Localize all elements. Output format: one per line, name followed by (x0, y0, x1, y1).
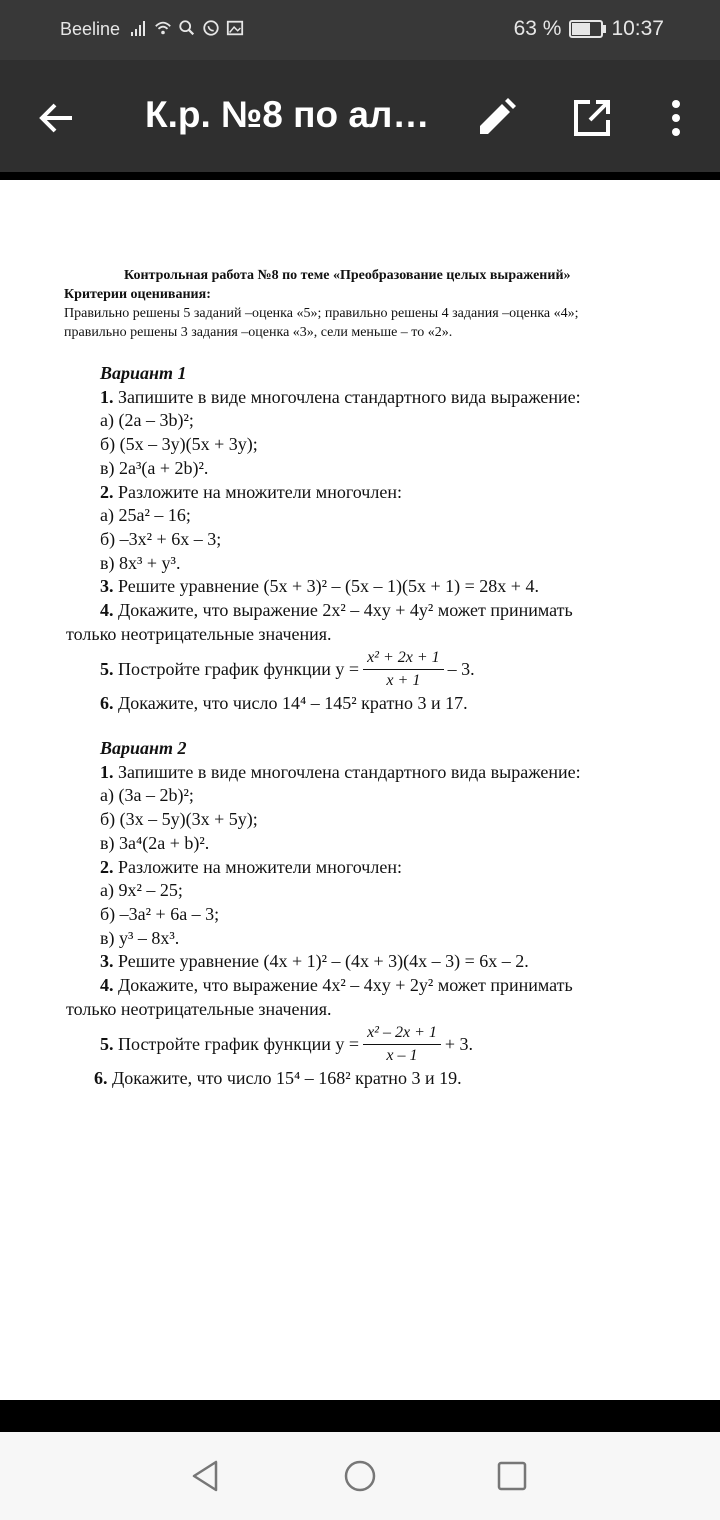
task-1 (66, 386, 706, 410)
task-number: 2. (100, 856, 114, 877)
task-3 (66, 950, 706, 974)
task-4 (66, 599, 706, 623)
task-4 (66, 974, 706, 998)
search-icon (178, 18, 196, 38)
task-2 (66, 481, 706, 505)
task-number: 3. (100, 951, 114, 972)
nav-back-icon[interactable] (186, 1456, 226, 1496)
more-options-icon[interactable] (656, 96, 696, 140)
document-title: К.р. №8 по ал… (145, 94, 430, 135)
task-1b: б) (5x – 3y)(5x + 3y); (100, 434, 258, 455)
task-number: 1. (100, 386, 114, 407)
task-text: Докажите, что выражение 4x² – 4xy + 2y² может принимать (118, 975, 573, 996)
fraction (363, 1024, 441, 1065)
status-icons (130, 18, 244, 38)
task-1c: в) 2a³(a + 2b)². (100, 457, 209, 478)
fraction-numerator: x² + 2x + 1 (363, 649, 444, 670)
task-tail: – 3. (447, 658, 475, 679)
task-2a: а) 9x² – 25; (100, 880, 183, 901)
task-4-continuation: только неотрицательные значения. (66, 623, 332, 644)
task-text: Запишите в виде многочлена стандартного вида выражение: (118, 386, 581, 407)
variant-title: Вариант 2 (100, 738, 187, 758)
battery-level (572, 23, 590, 35)
nav-recent-apps-icon[interactable] (492, 1456, 532, 1496)
task-2c: в) 8x³ + y³. (100, 552, 181, 573)
task-number: 5. (100, 658, 114, 679)
image-notification-icon (226, 18, 244, 38)
task-text: Докажите, что число 14⁴ – 145² кратно 3 и 17. (118, 693, 468, 714)
fraction-numerator: x² – 2x + 1 (363, 1024, 441, 1045)
status-right (514, 17, 664, 41)
task-number: 6. (100, 693, 114, 714)
wifi-icon (154, 18, 172, 38)
app-bar (0, 60, 720, 172)
task-1c: в) 3a⁴(2a + b)². (100, 832, 210, 853)
task-1a: а) (3a – 2b)²; (100, 785, 194, 806)
document-heading: Контрольная работа №8 по теме «Преобразование целых выражений» (124, 268, 571, 283)
criteria-label: Критерии оценивания: (64, 287, 211, 302)
nav-home-icon[interactable] (340, 1456, 380, 1496)
status-bar (0, 0, 720, 60)
open-external-icon[interactable] (570, 96, 614, 140)
task-6 (66, 692, 706, 716)
document-page[interactable] (0, 180, 720, 1400)
task-2a: а) 25a² – 16; (100, 505, 191, 526)
fraction-denominator: x – 1 (386, 1046, 418, 1064)
task-text: Разложите на множители многочлен: (118, 856, 402, 877)
battery-percent: 63 % (513, 17, 562, 40)
task-4-continuation: только неотрицательные значения. (66, 998, 332, 1019)
carrier-name: Beeline (60, 19, 121, 39)
criteria-line-2: правильно решены 3 задания –оценка «3», сели меньше – то «2». (64, 325, 453, 340)
fraction (363, 649, 444, 690)
document-header (64, 266, 704, 342)
task-2 (66, 856, 706, 880)
fraction-denominator: x + 1 (386, 671, 421, 689)
edit-pencil-icon[interactable] (474, 96, 518, 140)
navigation-bar (0, 1432, 720, 1520)
task-5 (66, 1021, 706, 1067)
task-text: Постройте график функции y = (118, 658, 360, 679)
task-2c: в) y³ – 8x³. (100, 927, 180, 948)
variant-2 (66, 737, 706, 1091)
task-text: Постройте график функции y = (118, 1033, 360, 1054)
task-number: 5. (100, 1033, 114, 1054)
task-6 (66, 1067, 706, 1091)
task-2b: б) –3x² + 6x – 3; (100, 528, 222, 549)
task-number: 4. (100, 975, 114, 996)
task-text: Докажите, что выражение 2x² – 4xy + 4y² может принимать (118, 600, 573, 621)
whatsapp-icon (202, 18, 220, 38)
task-text: Решите уравнение (5x + 3)² – (5x – 1)(5x + 1) = 28x + 4. (118, 576, 539, 597)
task-number: 3. (100, 576, 114, 597)
criteria-line-1: Правильно решены 5 заданий –оценка «5»; правильно решены 4 задания –оценка «4»; (64, 306, 579, 321)
task-number: 6. (94, 1068, 108, 1089)
variant-title: Вариант 1 (100, 363, 187, 383)
task-1b: б) (3x – 5y)(3x + 5y); (100, 809, 258, 830)
task-text: Решите уравнение (4x + 1)² – (4x + 3)(4x – 3) = 6x – 2. (118, 951, 529, 972)
task-1a: а) (2a – 3b)²; (100, 410, 194, 431)
task-1 (66, 761, 706, 785)
clock: 10:37 (611, 17, 664, 40)
task-number: 4. (100, 600, 114, 621)
task-tail: + 3. (444, 1033, 474, 1054)
task-number: 1. (100, 761, 114, 782)
variant-1 (66, 362, 706, 716)
signal-icon (130, 18, 148, 38)
task-text: Докажите, что число 15⁴ – 168² кратно 3 и 19. (112, 1068, 462, 1089)
task-2b: б) –3a² + 6a – 3; (100, 903, 220, 924)
task-text: Разложите на множители многочлен: (118, 481, 402, 502)
task-number: 2. (100, 481, 114, 502)
battery-icon (569, 20, 603, 38)
task-text: Запишите в виде многочлена стандартного вида выражение: (118, 761, 581, 782)
task-3 (66, 575, 706, 599)
task-5 (66, 646, 706, 692)
back-arrow-icon[interactable] (34, 96, 78, 140)
